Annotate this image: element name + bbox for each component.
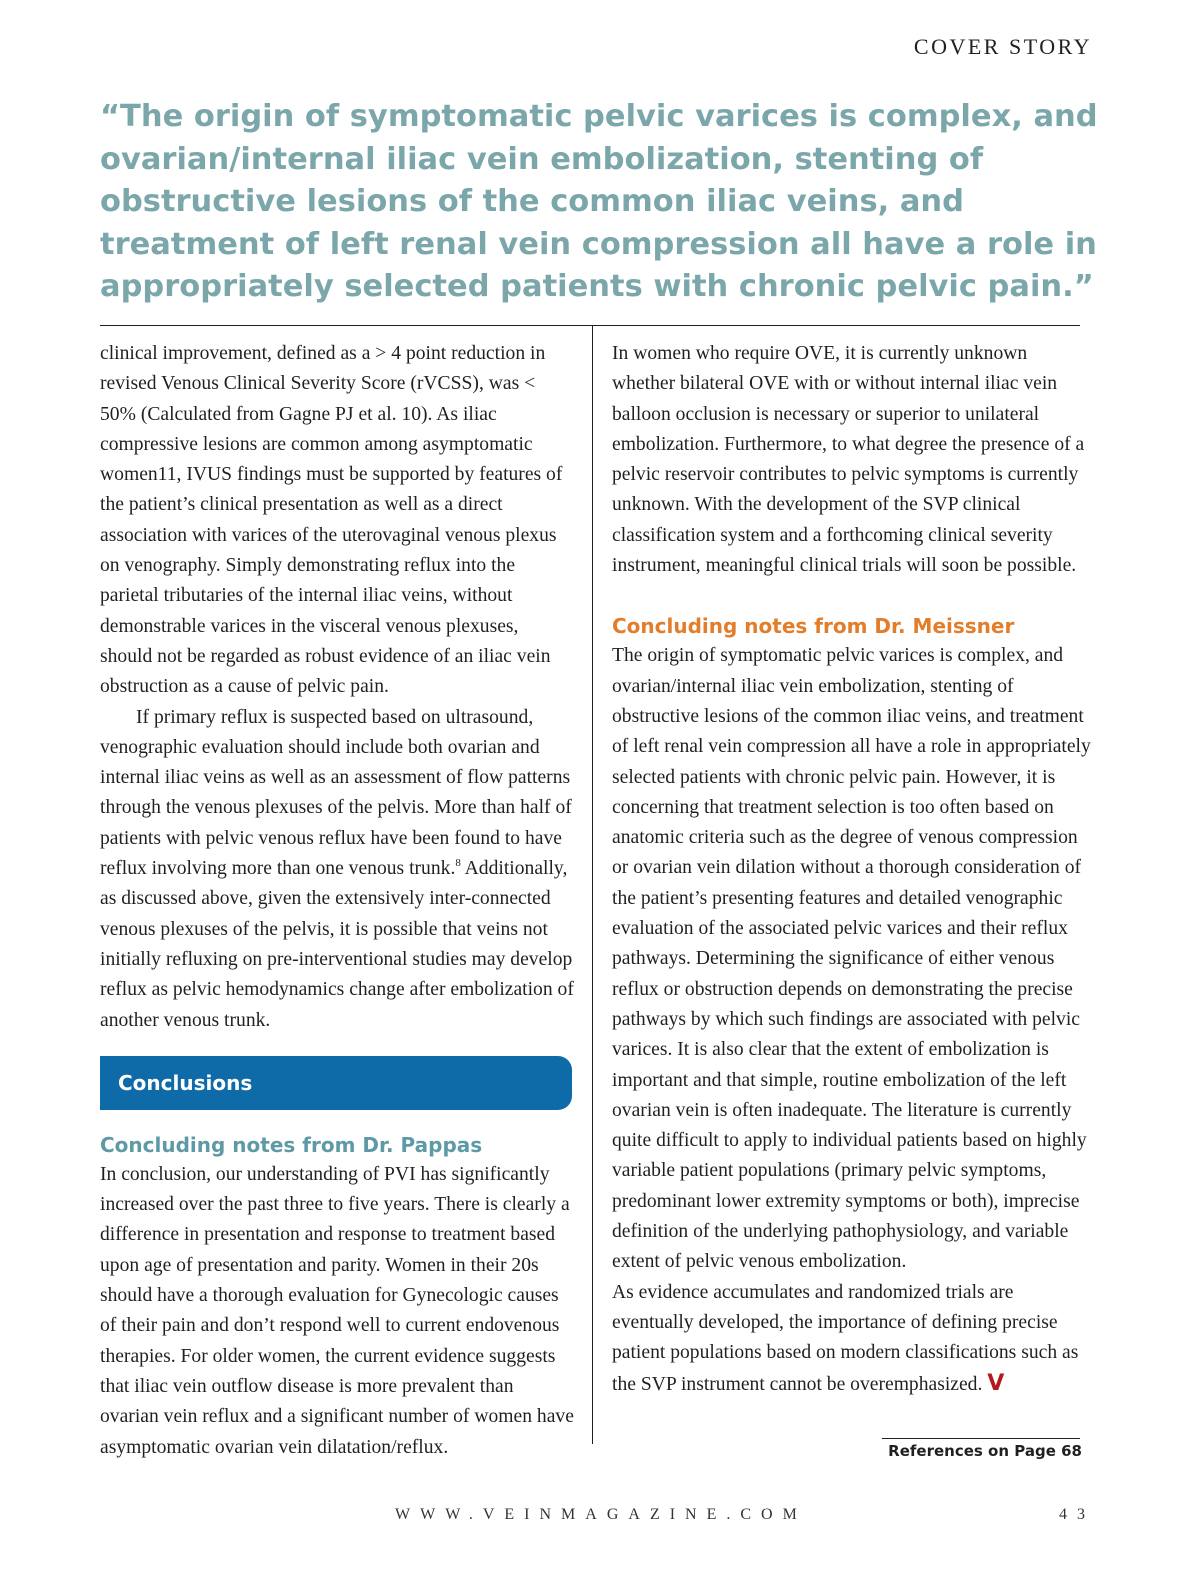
body-paragraph: The origin of symptomatic pelvic varices is complex, and ovarian/internal iliac vein embolization, stenting of obstructive lesions of the common iliac veins, and treatment of left renal vein compression all have a role in appropriately selected patients with chronic pelvic pain. However, it is concerning that treatment selection is too often based on anatomic criteria such as the degree of venous compression or ovarian vein dilation without a thorough consideration of the patient’s presenting features and detailed venographic evaluation of the associated pelvic varices and their reflux pathways. Determining the significance of either venous reflux or obstruction depends on demonstrating the precise pathways by which such findings are associated with pelvic varices. It is also clear that the extent of embolization is important and that simple, routine embolization of the left ovarian vein is often inadequate. The literature is currently quite difficult to apply to individual patients based on highly variable patient populations (primary pelvic symptoms, predominant lower extremity symptoms or both), imprecise definition of the underlying pathophysiology, and variable extent of pelvic venous embolization.: [612, 645, 1091, 1273]
pappas-heading: Concluding notes from Dr. Pappas: [100, 1132, 483, 1157]
body-paragraph: [100, 703, 575, 1036]
right-column: [612, 339, 1092, 1400]
top-divider: [100, 325, 1080, 326]
pull-quote: “The origin of symptomatic pelvic varices is complex, and ovarian/internal iliac vein embolization, stenting of obstructive lesions of the common iliac veins, and treatment of left renal vein compression all have a role in appropriately selected patients with chronic pelvic pain.”: [100, 99, 1098, 304]
body-paragraph: clinical improvement, defined as a > 4 point reduction in revised Venous Clinical Severity Score (rVCSS), was < 50% (Calculated from Gagne PJ et al. 10). As iliac compressive lesions are common among asymptomatic women11, IVUS findings must be supported by features of the patient’s clinical presentation as well as a direct association with varices of the uterovaginal venous plexus on venography. Simply demonstrating reflux into the parietal tributaries of the internal iliac veins, without demonstrable varices in the visceral venous plexuses, should not be regarded as robust evidence of an iliac vein obstruction as a cause of pelvic pain.: [100, 343, 563, 698]
conclusions-banner: Conclusions: [100, 1056, 572, 1110]
body-text: As evidence accumulates and randomized trials are eventually developed, the importance of defining precise patient populations based on modern classifications such as the SVP instrument cannot be overemphasized.: [612, 1281, 1079, 1395]
body-text: Additionally, as discussed above, given the extensively inter-connected venous plexuses of the pelvis, it is possible that veins not initially refluxing on pre-interventional studies may develop reflux as pelvic hemodynamics change after embolization of another venous trunk.: [100, 858, 574, 1031]
body-text: If primary reflux is suspected based on ultrasound, venographic evaluation should include both ovarian and internal iliac veins as well as an assessment of flow patterns through the venous plexuses of the pelvis. More than half of patients with pelvic venous reflux have been found to have reflux involving more than one venous trunk.: [100, 706, 572, 880]
section-label: COVER STORY: [913, 34, 1092, 59]
references-note: References on Page 68: [888, 1442, 1082, 1460]
body-paragraph: In conclusion, our understanding of PVI has significantly increased over the past three to five years. There is clearly a difference in presentation and response to treatment based upon age of presentation and parity. Women in their 20s should have a thorough evaluation for Gynecologic causes of their pain and don’t respond well to current endovenous therapies. For older women, the current evidence suggests that iliac vein outflow disease is more prevalent than ovarian vein reflux and a significant number of women have asymptomatic ovarian vein dilatation/reflux.: [100, 1163, 574, 1458]
reference-superscript: 8: [455, 857, 461, 870]
end-mark-icon: V: [987, 1370, 1005, 1396]
references-divider: [882, 1438, 1080, 1439]
spacer: [612, 581, 1092, 611]
left-column: [100, 339, 575, 1463]
meissner-heading: Concluding notes from Dr. Meissner: [612, 614, 1015, 639]
footer-url: WWW.VEINMAGAZINE.COM: [395, 1506, 807, 1523]
column-divider: [592, 326, 593, 1444]
body-paragraph: [612, 1278, 1092, 1400]
page-number: 43: [1059, 1506, 1095, 1523]
body-paragraph: In women who require OVE, it is currently unknown whether bilateral OVE with or without internal iliac vein balloon occlusion is necessary or superior to unilateral embolization. Furthermore, to what degree the presence of a pelvic reservoir contributes to pelvic symptoms is currently unknown. With the development of the SVP clinical classification system and a forthcoming clinical severity instrument, meaningful clinical trials will soon be possible.: [612, 343, 1085, 577]
